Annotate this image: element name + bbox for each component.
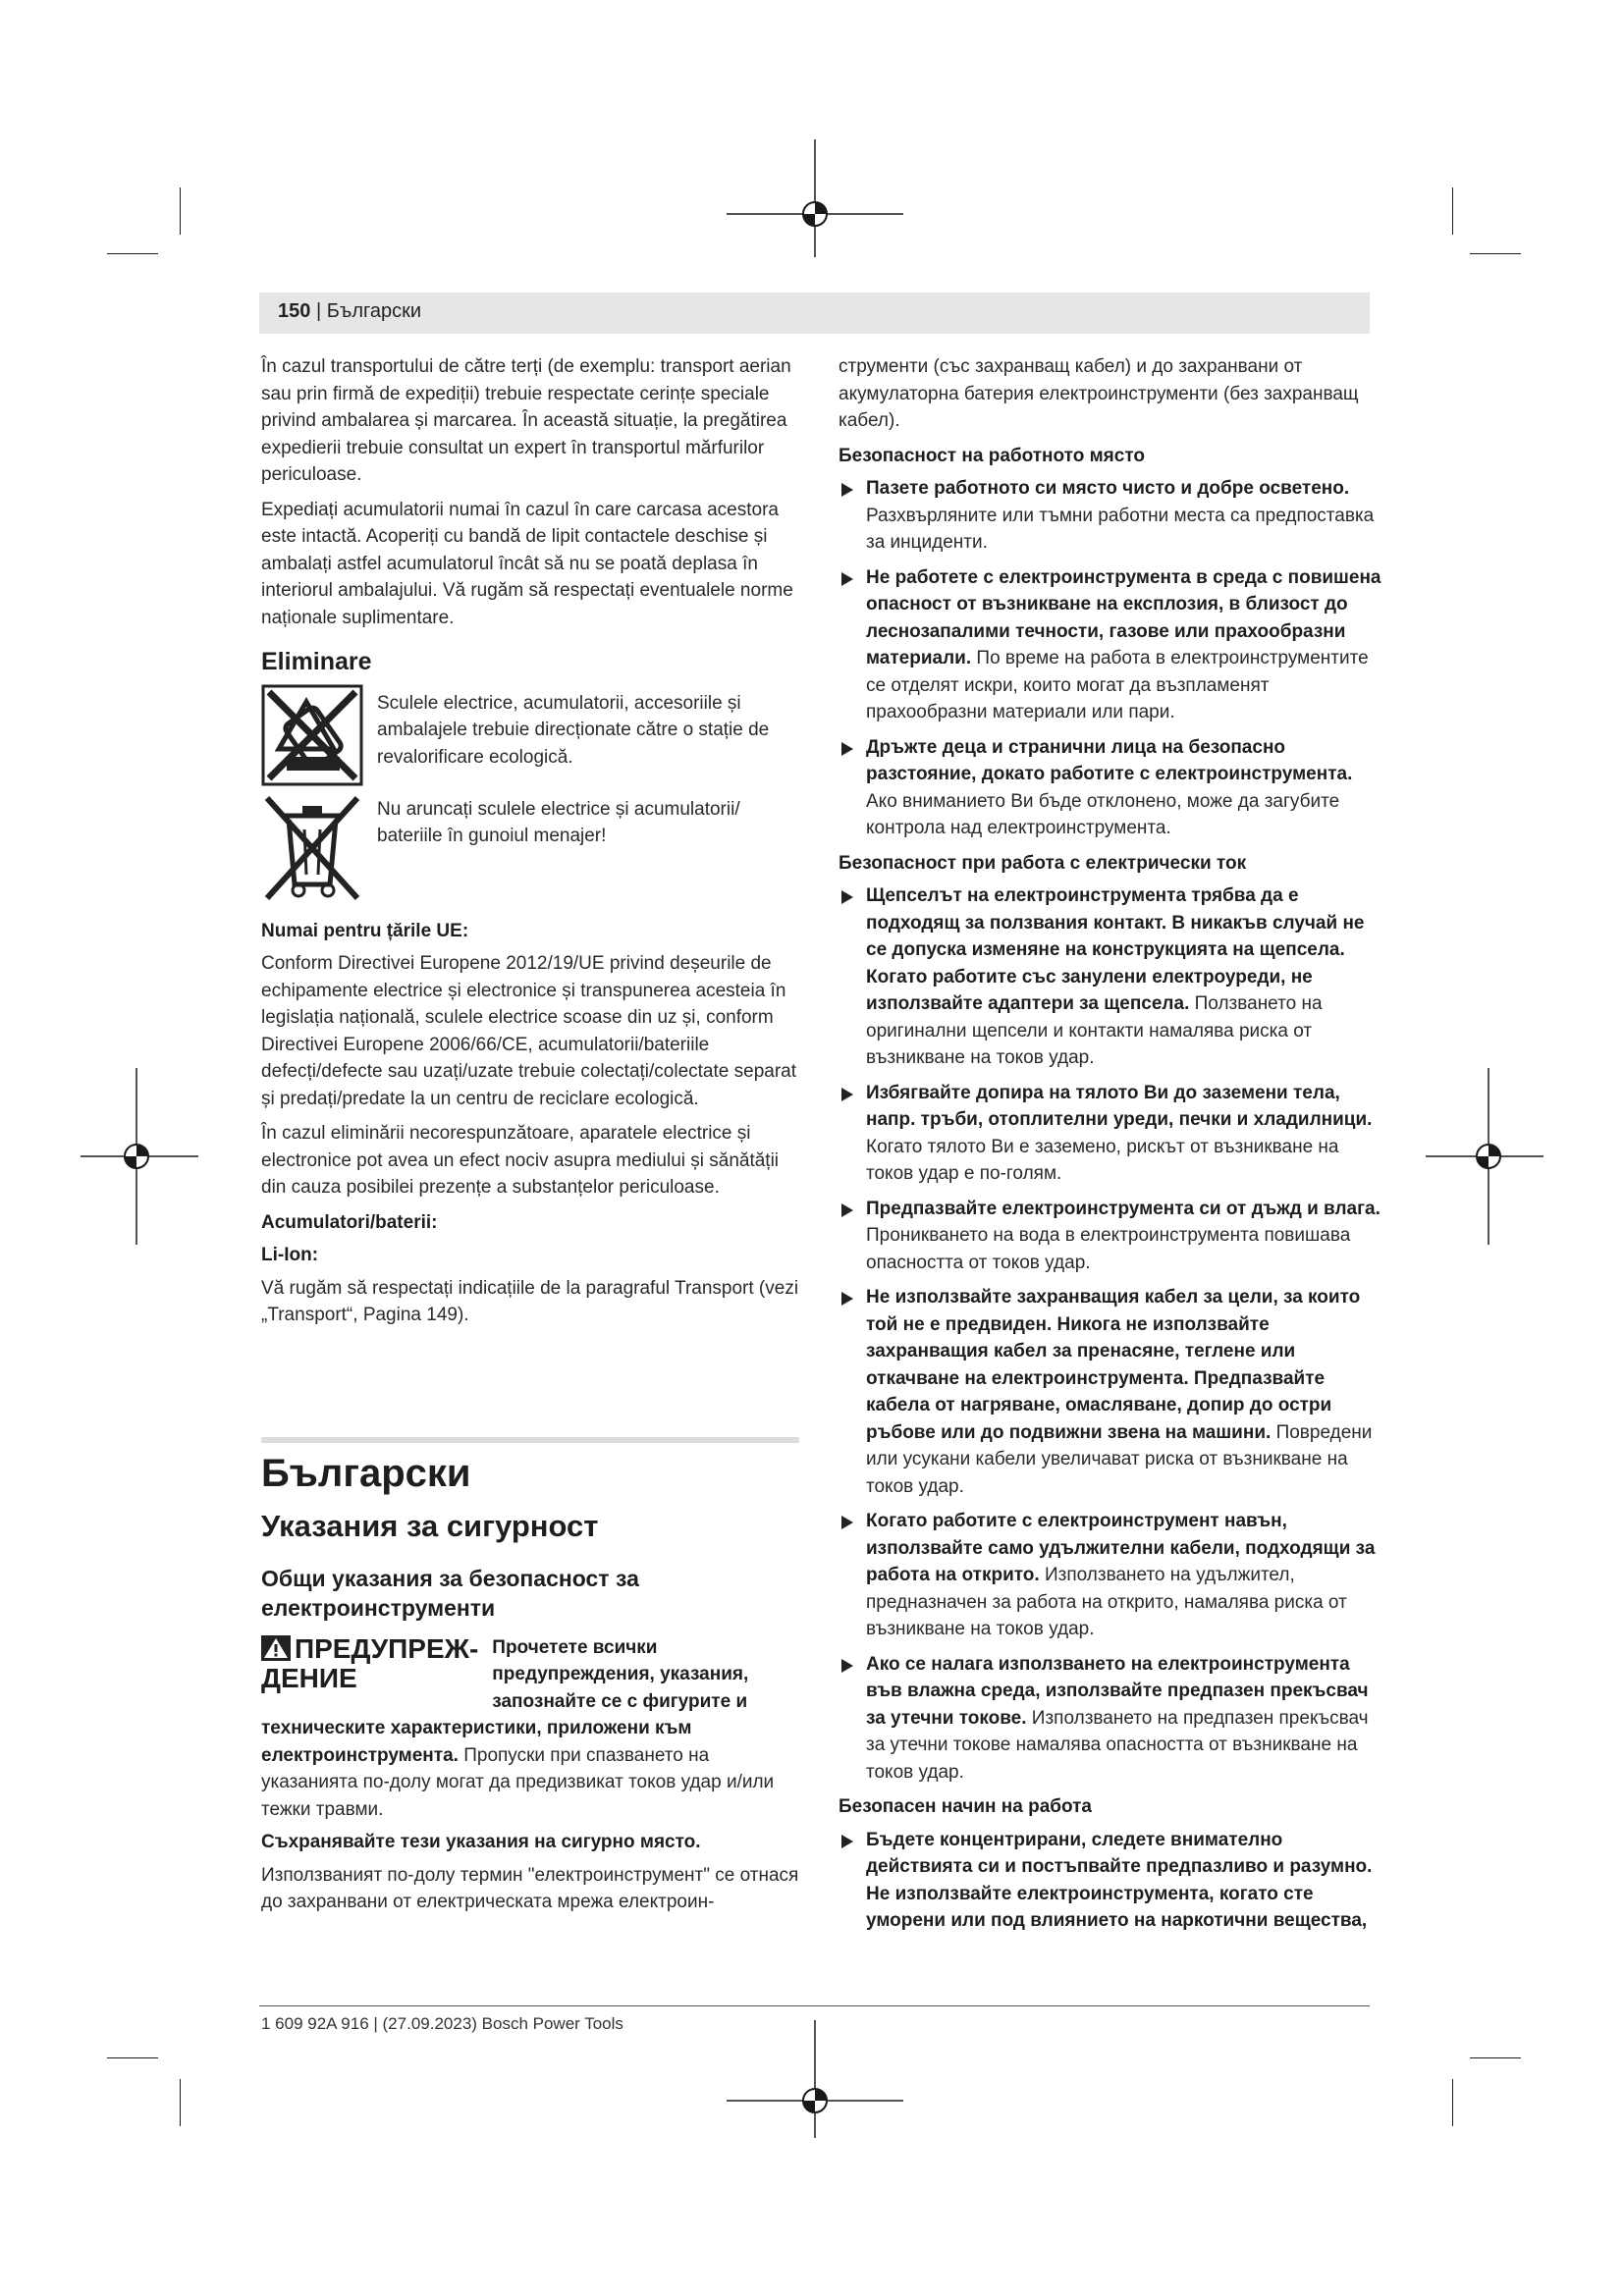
registration-mark-icon xyxy=(81,1068,198,1245)
crop-mark xyxy=(1452,2079,1453,2126)
liion-heading: Li-Ion: xyxy=(261,1245,319,1265)
crossed-bin-icon xyxy=(261,790,363,904)
warning-block xyxy=(261,1634,799,1824)
bullet-bold: Пазете работното си място чисто и добре осветено. xyxy=(866,478,1350,499)
disposal-text: Nu aruncați sculele electrice și acumulatorii/ bateriile în gunoiul menajer! xyxy=(377,798,740,846)
disposal-row xyxy=(261,790,799,904)
bullet-text: Разхвърляните или тъмни работни места са предпоставка за инциденти. xyxy=(866,505,1375,553)
crop-mark xyxy=(180,2079,181,2126)
bullet-text: Ползването на оригинални щепсели и контакти намалява риска от възникване на токов удар. xyxy=(866,993,1323,1068)
registration-mark-icon xyxy=(727,139,903,257)
bullet-item xyxy=(839,564,1382,726)
work-safety-heading: Безопасност на работното място xyxy=(839,445,1145,466)
footer-rule xyxy=(259,2005,1370,2006)
bullet-bold: Бъдете концентрирани, следете внимателно действията си и постъпвайте предпазливо и разумно. Не използвайте електроинструмента, когато сте уморени или под влиянието на наркотични вещества, xyxy=(866,1829,1373,1931)
registration-mark-icon xyxy=(727,2020,903,2138)
warning-label-line2: ДЕНИЕ xyxy=(261,1662,357,1693)
method-heading: Безопасен начин на работа xyxy=(839,1796,1093,1817)
bullet-bold: Когато работите с електроинструмент навън, използвайте само удължителни кабели, подходящи за работа на открито. xyxy=(866,1511,1376,1585)
warning-label xyxy=(261,1634,478,1693)
transport-paragraph: Expediați acumulatorii numai în cazul în care carcasa acestora este intactă. Acoperiți cu bandă de lipit contactele deschise și ambalați astfel acumulatorul încât să nu se poată deplasa în interiorul ambalajului. Vă rugăm să respectați eventualele norme naționale suplimentare. xyxy=(261,499,793,628)
bullet-item xyxy=(839,1196,1382,1277)
ue-paragraph: În cazul eliminării necorespunzătoare, aparatele electrice și electronice pot avea un efect nociv asupra mediului și sănătății din cauza posibilei prezențe a substanțelor periculoase. xyxy=(261,1123,780,1198)
crop-mark xyxy=(1470,253,1521,254)
bullet-item xyxy=(839,1508,1382,1643)
safety-title: Указания за сигурност xyxy=(261,1509,599,1543)
bullet-bold: Ако се налага използването на електроинструмента във влажна среда, използвайте предпазен прекъсвач за утечни токове. xyxy=(866,1653,1369,1729)
section-separator xyxy=(261,1437,799,1443)
general-title: Общи указания за безопасност за електроинструменти xyxy=(261,1565,639,1621)
eliminare-heading: Eliminare xyxy=(261,648,372,675)
bullet-bold: Избягвайте допира на тялото Ви до заземени тела, напр. тръби, отоплителни уреди, печки и хладилници. xyxy=(866,1082,1373,1130)
left-column xyxy=(261,353,799,1924)
language-title: Български xyxy=(261,1451,471,1495)
ue-paragraph: Conform Directivei Europene 2012/19/UE privind deșeurile de echipamente electrice și electronice și transpunerea acesteia în legislația națională, sculele electrice scoase din uz și, conform Directivei Europene 2006/66/CE, acumulatorii/bateriile defecți/defecte sau uzați/uzate trebuie colectați/colectate separat și predați/predate la un centru de reciclare ecologică. xyxy=(261,953,796,1109)
crop-mark xyxy=(107,2057,158,2058)
crop-mark xyxy=(180,187,181,235)
warning-bold-text: Прочетете всички предупреждения, указания, запознайте се с фигурите и техническите характеристики, приложени към електроинструмента. xyxy=(261,1636,749,1766)
bullet-item xyxy=(839,1284,1382,1500)
header-language: Български xyxy=(326,300,422,322)
bullet-text: Ако вниманието Ви бъде отклонено, може да загубите контрола над електроинструмента. xyxy=(866,790,1340,838)
bullet-text: По време на работа в електроинструментите се отделят искри, които могат да възпламенят прахообразни материали или пари. xyxy=(866,648,1369,722)
term-continuation: струменти (със захранващ кабел) и до захранвани от акумулаторна батерия електроинструменти (без захранващ кабел). xyxy=(839,356,1359,431)
page-number: 150 xyxy=(278,300,311,322)
acc-heading: Acumulatori/baterii: xyxy=(261,1211,438,1233)
bullet-item xyxy=(839,882,1382,1072)
disposal-row xyxy=(261,684,799,786)
bullet-text: Повредени или усукани кабели увеличават риска от възникване на токов удар. xyxy=(866,1421,1373,1497)
bullet-text: Когато тялото Ви е заземено, рискът от възникване на токов удар е по-голям. xyxy=(866,1136,1339,1184)
bullet-text: Използването на предпазен прекъсвач за утечни токове намалява опасността от възникване на токов удар. xyxy=(866,1707,1369,1783)
crop-mark xyxy=(1452,187,1453,235)
bullet-item xyxy=(839,734,1382,842)
warning-label-line1: ПРЕДУПРЕЖ- xyxy=(295,1633,479,1664)
crop-mark xyxy=(107,253,158,254)
warning-text: Пропуски при спазването на указанията по-долу могат да предизвикат токов удар и/или тежки травми. xyxy=(261,1744,775,1820)
bullet-bold: Не използвайте захранващия кабел за цели, за които той не е предвиден. Никога не използвайте захранващия кабел за пренасяне, теглене или откачване на електроинструмента. Предпазвайте кабела от нагряване, омасляване, допир до остри ръбове или до подвижни звена на машини. xyxy=(866,1287,1361,1443)
page-header-bar xyxy=(259,293,1370,334)
bullet-text: Проникването на вода в електроинструмента повишава опасността от токов удар. xyxy=(866,1225,1351,1273)
bullet-bold: Не работете с електроинструмента в среда с повишена опасност от възникване на експлозия, в близост до леснозапалими течности, газове или прахообразни материали. xyxy=(866,566,1381,668)
bullet-item xyxy=(839,475,1382,557)
registration-mark-icon xyxy=(1426,1068,1543,1245)
bullet-bold: Дръжте деца и странични лица на безопасно разстояние, докато работите с електроинструмента. xyxy=(866,736,1353,784)
warning-triangle-icon xyxy=(261,1635,291,1661)
right-column xyxy=(839,353,1382,1943)
keep-heading: Съхранявайте тези указания на сигурно място. xyxy=(261,1832,701,1852)
transport-paragraph: În cazul transportului de către terți (de exemplu: transport aerian sau prin firmă de expediții) trebuie respectate cerințe speciale privind ambalarea și marcarea. În această situație, la pregătirea expedierii trebuie consultat un expert în transportul mărfurilor periculoase. xyxy=(261,356,791,485)
crop-mark xyxy=(1470,2057,1521,2058)
ue-heading: Numai pentru țările UE: xyxy=(261,920,469,941)
term-paragraph: Използваният по-долу термин "електроинструмент" се отнася до захранвани от електрическата мрежа електроин- xyxy=(261,1864,799,1912)
disposal-text: Sculele electrice, acumulatorii, accesoriile și ambalajele trebuie direcționate către o stație de revalorificare ecologică. xyxy=(377,692,770,768)
header-separator: | xyxy=(315,300,322,322)
electrical-safety-heading: Безопасност при работа с електрически ток xyxy=(839,852,1247,874)
page-footer: 1 609 92A 916 | (27.09.2023) Bosch Power Tools xyxy=(261,2014,623,2033)
no-trash-icon xyxy=(261,684,363,786)
bullet-bold: Щепселът на електроинструмента трябва да е подходящ за ползвания контакт. В никакъв случай не се допуска изменяне на конструкцията на щепсела. Когато работите със занулени електроуреди, не използвайте адаптери за щепсела. xyxy=(866,885,1365,1014)
bullet-item xyxy=(839,1080,1382,1188)
bullet-item xyxy=(839,1651,1382,1787)
bullet-bold: Предпазвайте електроинструмента си от дъжд и влага. xyxy=(866,1198,1380,1219)
bullet-item xyxy=(839,1827,1382,1935)
liion-paragraph: Vă rugăm să respectați indicațiile de la paragraful Transport (vezi „Transport“, Pagina 149). xyxy=(261,1277,799,1325)
page-header xyxy=(278,300,421,323)
bullet-text: Използването на удължител, предназначен за работа на открито, намалява риска от възникване на токов удар. xyxy=(866,1565,1347,1639)
